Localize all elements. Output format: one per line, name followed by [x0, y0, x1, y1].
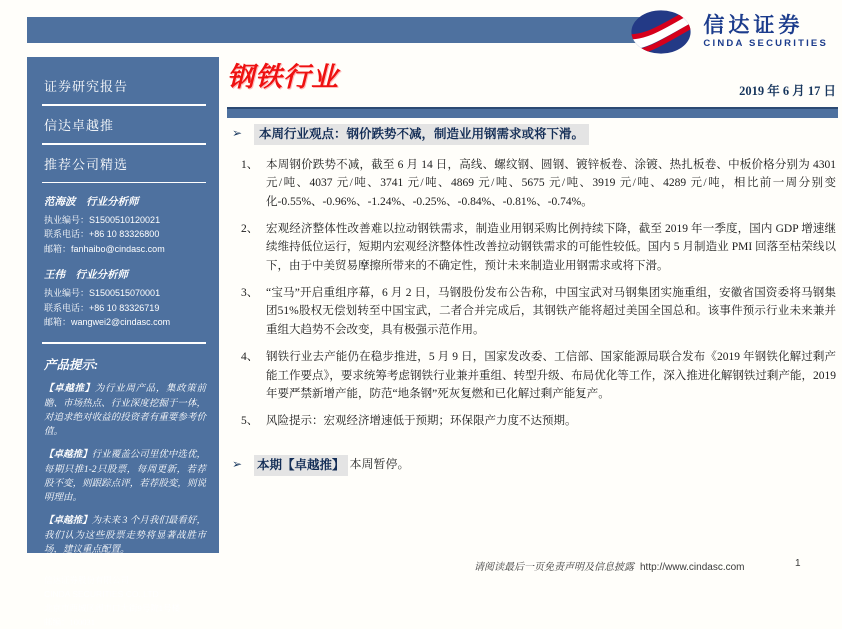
brand-name-en: CINDA SECURITIES — [703, 38, 828, 50]
analyst-card — [42, 194, 206, 256]
point-text: “宝马”开启重组序幕，6 月 2 日，马钢股份发布公告称，中国宝武对马钢集团实施重组，安徽省国资委将马钢集团51%股权无偿划转至中国宝武，二者合并完成后，其钢铁产能将超过美国全国总和。该事件预示行业未来兼并重组大趋势不会改变，具有极强示范作用。 — [266, 287, 836, 336]
sidebar-section-research-report: 证券研究报告 — [42, 67, 206, 106]
footer-disclaimer — [474, 558, 744, 573]
top-header-bar — [27, 17, 650, 43]
list-item — [241, 220, 836, 275]
company-postcode: 邮编：100031 — [44, 617, 96, 628]
list-item — [241, 156, 836, 211]
sidebar-section-recommended-companies: 推荐公司精选 — [42, 145, 206, 183]
point-number: 5、 — [241, 415, 259, 428]
title-divider-bar — [227, 107, 838, 118]
tip-text: 为未来 3 个月我们最看好，我们认为这些股票走势将显著战胜市场，建议重点配置。 — [44, 516, 206, 555]
point-text: 宏观经济整体性改善难以拉动钢铁需求，制造业用钢采购比例持续下降，截至 2019 年一季度，国内 GDP 增速继续维持低位运行，短期内宏观经济整体性改善拉动钢铁需求的可能性较低。国内 5 月制造业 PMI 回落至枯荣线以下，由于中美贸易摩擦所带来的不确定性，预计未来制造业用钢需求或将下滑。 — [266, 222, 836, 272]
sidebar-divider — [42, 342, 206, 344]
footer-url-link[interactable]: http://www.cindasc.com — [640, 562, 745, 573]
analyst-name: 范海波 行业分析师 — [44, 197, 139, 208]
brand-name-cn: 信达证券 — [703, 14, 804, 38]
cinda-logo-icon — [628, 8, 694, 56]
arrow-bullet-icon: ➢ — [232, 456, 243, 471]
product-tip — [42, 514, 206, 557]
point-number: 1、 — [241, 158, 259, 171]
tip-tag: 【卓越推】 — [44, 450, 92, 461]
point-number: 4、 — [241, 351, 259, 364]
product-tip — [42, 448, 206, 505]
company-info — [42, 573, 206, 629]
point-number: 3、 — [241, 287, 259, 300]
company-name-en: CINDA SECURITIES CO.,LTD — [44, 589, 159, 600]
product-tips-heading: 产品提示: — [44, 358, 99, 373]
page-title: 钢铁行业 — [227, 62, 339, 92]
analyst-license: 执业编号：S1500515070001 — [44, 288, 161, 299]
point-text: 本周钢价跌势不减，截至 6 月 14 日，高线、螺纹钢、圆钢、镀锌板卷、涂镀、热扎板卷、中板价格分别为 4301 元/吨、4037 元/吨、3741 元/吨、4869 元/吨、5675 元/吨、3919 元/吨、4289 元/吨，相比前一周分别变化-0.55%、-0.96%、-1.24%、-0.25%、-0.84%、-0.81%、-0.74%。 — [266, 158, 836, 208]
analyst-license: 执业编号：S1500510120021 — [44, 215, 161, 225]
point-number: 2、 — [241, 222, 259, 235]
tip-tag: 【卓越推】 — [44, 516, 92, 527]
sidebar-section-excellence-push: 信达卓越推 — [42, 106, 206, 145]
weekly-viewpoint-text: 本周行业观点：钢价跌势不减，制造业用钢需求或将下滑。 — [254, 124, 589, 145]
analyst-email[interactable]: 邮箱：fanhaibo@cindasc.com — [44, 243, 165, 254]
list-item — [241, 412, 836, 430]
analyst-email[interactable]: 邮箱：wangwei2@cindasc.com — [44, 316, 171, 327]
analyst-phone: 联系电话：+86 10 83326800 — [44, 229, 160, 240]
disclaimer-text: 请阅读最后一页免责声明及信息披露 — [474, 562, 634, 573]
analyst-card — [42, 267, 206, 329]
product-tip — [42, 382, 206, 439]
arrow-bullet-icon: ➢ — [232, 126, 243, 140]
sidebar — [27, 57, 219, 628]
tip-text: 为行业周产品，集政策前瞻、市场热点、行业深度挖掘于一体，对追求绝对收益的投资者有重要参考价值。 — [44, 384, 206, 438]
analyst-phone: 联系电话：+86 10 83326719 — [44, 302, 160, 313]
analyst-name: 王伟 行业分析师 — [44, 270, 128, 282]
report-date: 2019 年 6 月 17 日 — [739, 84, 836, 98]
point-text: 风险提示：宏观经济增速低于预期；环保限产力度不达预期。 — [266, 415, 577, 428]
list-item — [241, 348, 836, 403]
tip-tag: 【卓越推】 — [44, 384, 95, 395]
tip-text: 行业覆盖公司里优中选优，每期只推1-2只股票，每周更新，若荐股不变，则跟踪点评，若荐股变，则说明理由。 — [44, 450, 206, 504]
list-item — [241, 284, 836, 339]
points-list — [227, 156, 838, 431]
closing-note-row — [227, 455, 838, 476]
company-address: 北京市西城区闹市口大街9号院1号楼 — [44, 603, 181, 614]
closing-text: 本周暂停。 — [349, 456, 410, 471]
cinda-logo — [628, 8, 828, 56]
page-number: 1 — [795, 558, 801, 569]
closing-highlight: 本期【卓越推】 — [254, 455, 348, 476]
report-body — [227, 55, 838, 476]
point-text: 钢铁行业去产能仍在稳步推进，5 月 9 日，国家发改委、工信部、国家能源局联合发布《2019 年钢铁化解过剩产能工作要点》，要求统筹考虑钢铁行业兼并重组、转型升级、布局优化等工作，深入推进化解钢铁过剩产能，2019 年要严禁新增产能，防范“地条钢”死灰复燃和已化解过剩产能复产。 — [266, 351, 836, 401]
company-name-cn: 信达证券股份有限公司 — [44, 575, 130, 586]
weekly-viewpoint-row — [227, 124, 838, 145]
